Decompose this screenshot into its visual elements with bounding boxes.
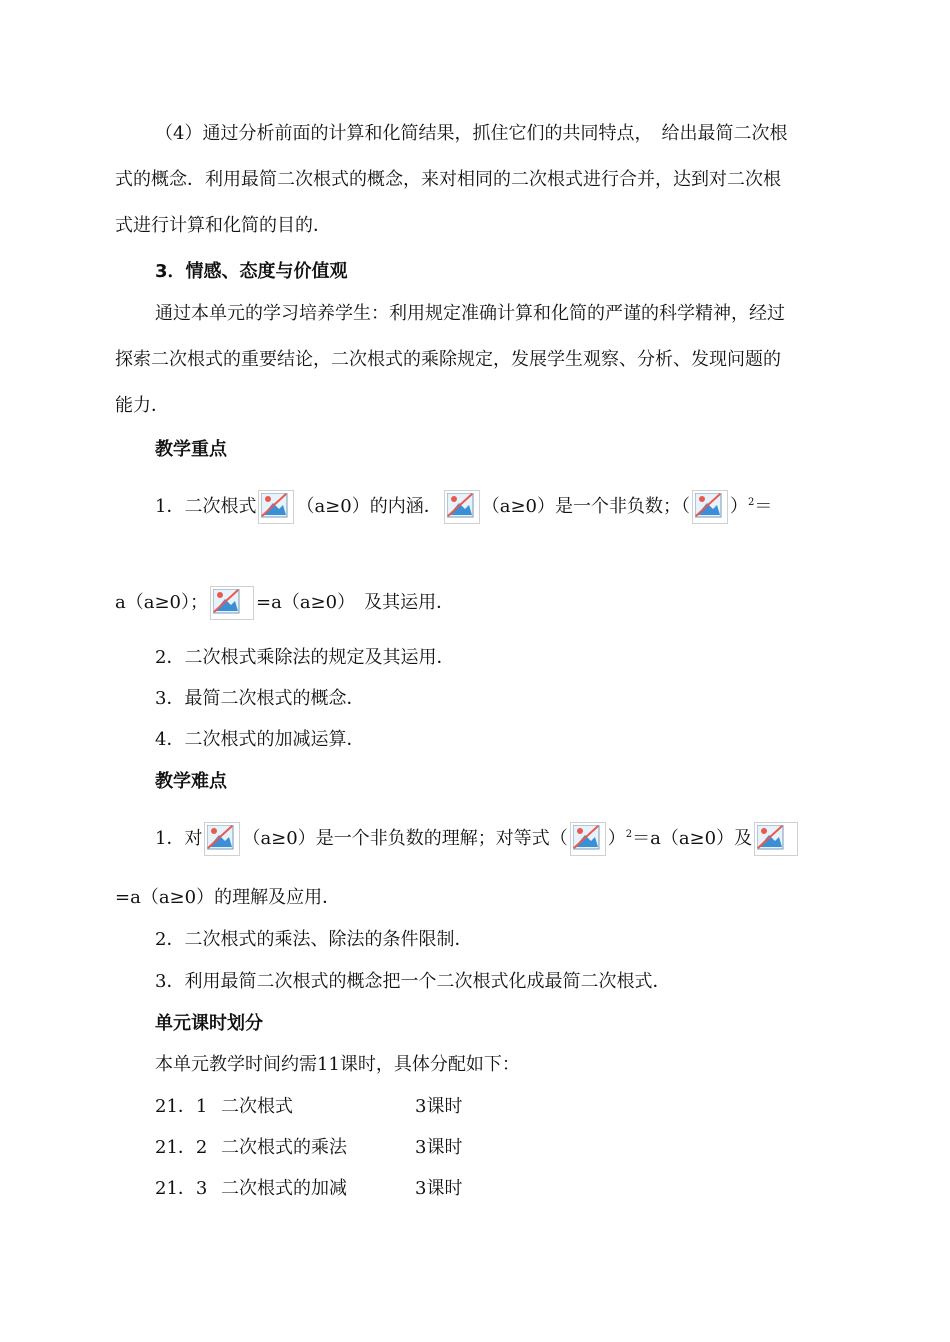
- broken-image-icon: [210, 586, 254, 620]
- difficulty-1-text-c: ）: [607, 828, 626, 849]
- unit-row-number: 21．3: [155, 1178, 208, 1199]
- broken-image-icon: [692, 490, 728, 524]
- broken-image-icon: [570, 822, 606, 856]
- difficulty-3: 3．利用最简二次根式的概念把一个二次根式化成最简二次根式．: [155, 971, 671, 992]
- key-point-1-text-a: 1．二次根式: [155, 496, 257, 517]
- key-point-1-text-e: ＝: [754, 496, 773, 517]
- difficulty-1-text-a: 1．对: [155, 828, 203, 849]
- key-point-1-line1: [155, 490, 772, 524]
- unit-row-name: 二次根式的加减: [221, 1178, 347, 1199]
- unit-row-hours: 3课时: [415, 1096, 463, 1117]
- difficulty-1-text-b: （a≥0）是一个非负数的理解；对等式（: [242, 828, 568, 849]
- difficulty-1-line1: [155, 822, 800, 856]
- unit-row-name: 二次根式的乘法: [221, 1137, 347, 1158]
- key-points-heading: 教学重点: [155, 439, 227, 460]
- key-point-1-text-c: （a≥0）是一个非负数；（: [481, 496, 690, 517]
- unit-row-hours: 3课时: [415, 1178, 463, 1199]
- difficulty-1-line2: =a（a≥0）的理解及应用．: [115, 887, 341, 908]
- key-point-2: 2．二次根式乘除法的规定及其运用．: [155, 647, 455, 668]
- key-point-1-text-d: ）: [729, 496, 748, 517]
- superscript-2: 2: [625, 829, 633, 840]
- broken-image-icon: [754, 822, 798, 856]
- paragraph-4-line1: （4）通过分析前面的计算和化简结果，抓住它们的共同特点， 给出最简二次根: [155, 123, 788, 144]
- unit-intro: 本单元教学时间约需11课时，具体分配如下：: [155, 1054, 520, 1075]
- unit-row: [155, 1177, 462, 1201]
- unit-row: [155, 1136, 462, 1160]
- broken-image-icon: [444, 490, 480, 524]
- broken-image-icon: [258, 490, 294, 524]
- unit-row-hours: 3课时: [415, 1137, 463, 1158]
- key-point-1-text-b: （a≥0）的内涵．: [296, 496, 442, 517]
- section-3-line1: 通过本单元的学习培养学生：利用规定准确计算和化简的严谨的科学精神，经过: [155, 303, 785, 324]
- unit-row-number: 21．2: [155, 1137, 208, 1158]
- difficulty-1-text-d: ＝a（a≥0）及: [632, 828, 753, 849]
- difficulty-2: 2．二次根式的乘法、除法的条件限制．: [155, 929, 473, 950]
- key-point-4: 4．二次根式的加减运算．: [155, 729, 365, 750]
- key-point-3: 3．最简二次根式的概念．: [155, 688, 365, 709]
- difficulties-heading: 教学难点: [155, 771, 227, 792]
- unit-row-name: 二次根式: [221, 1096, 293, 1117]
- broken-image-icon: [204, 822, 240, 856]
- unit-row: [155, 1095, 462, 1119]
- key-point-1-text-g: =a（a≥0） 及其运用．: [256, 592, 455, 613]
- superscript-2: 2: [747, 497, 755, 508]
- unit-row-number: 21．1: [155, 1096, 208, 1117]
- section-3-heading: 3．情感、态度与价值观: [155, 261, 348, 282]
- paragraph-4-line3: 式进行计算和化简的目的．: [115, 215, 331, 236]
- paragraph-4-line2: 式的概念．利用最简二次根式的概念，来对相同的二次根式进行合并，达到对二次根: [115, 169, 781, 190]
- key-point-1-text-f: a（a≥0）；: [115, 592, 208, 613]
- section-3-line2: 探索二次根式的重要结论，二次根式的乘除规定，发展学生观察、分析、发现问题的: [115, 349, 781, 370]
- key-point-1-line2: [115, 586, 454, 620]
- section-3-line3: 能力．: [115, 395, 169, 416]
- unit-heading: 单元课时划分: [155, 1013, 263, 1034]
